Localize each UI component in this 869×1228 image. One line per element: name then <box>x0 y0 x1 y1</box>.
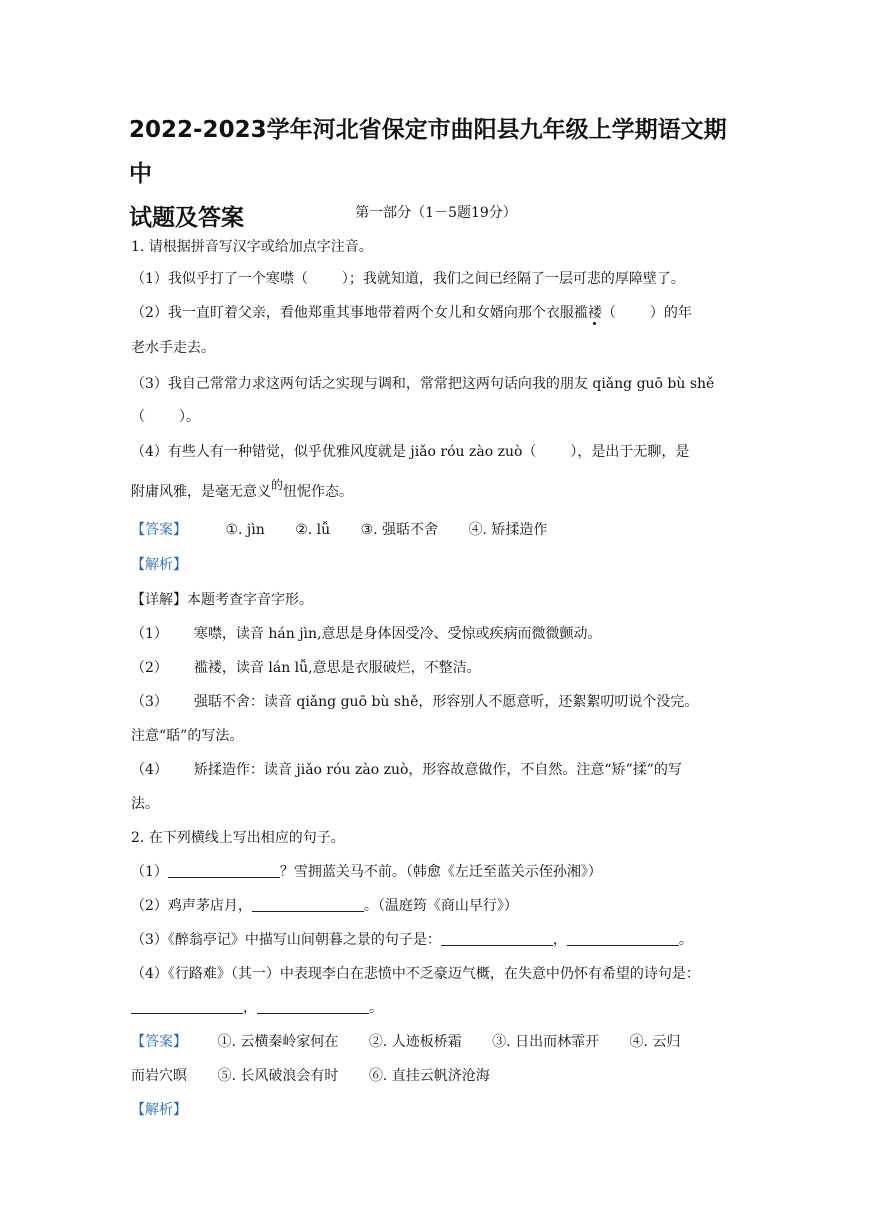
q2-item-3: （3）《醉翁亭记》中描写山间朝暮之景的句子是： ， 。 <box>131 932 693 948</box>
answer-2: ②. lǚ <box>295 522 331 538</box>
answer-tag: 【答案】 <box>131 522 187 538</box>
q2-item-4: （4）《行路难》（其一）中表现李白在悲愤中不乏豪迈气概，在失意中仍怀有希望的诗句是： <box>131 966 700 982</box>
q2-item-4-cont: ， 。 <box>131 998 741 1018</box>
answer-6: ⑥. 直挂云帆济沧海 <box>368 1068 490 1084</box>
q1-item-1: （1）我似乎打了一个寒噤（ ）；我就知道，我们之间已经隔了一层可悲的厚障壁了。 <box>131 271 685 287</box>
q1-item-4: （4）有些人有一种错觉，似乎优雅风度就是 jiǎo róu zào zuò（ ），是出于无聊，是 <box>131 444 690 460</box>
q1-item-3: （3）我自己常常力求这两句话之实现与调和，常常把这两句话向我的朋友 qiǎng guō bù shě <box>131 376 715 392</box>
q1-detail-1: （1） 寒噤，读音 hán jìn,意思是身体因受冷、受惊或疾病而微微颤动。 <box>131 626 602 642</box>
answer-4: ④. 云归 <box>629 1034 681 1050</box>
answer-1: ①. jìn <box>225 522 265 538</box>
part-heading: 第一部分（1－5题19分） <box>355 205 517 221</box>
q1-item-2: （2）我一直盯着父亲，看他郑重其事地带着两个女儿和女婿向那个衣服褴褛（ ）的年 <box>131 305 692 321</box>
q1-detail-2: （2） 褴褛，读音 lán lǚ,意思是衣服破烂，不整洁。 <box>131 660 481 676</box>
answer-3: ③. 强聒不舍 <box>360 522 439 538</box>
q1-detail-3: （3） 强聒不舍：读音 qiǎng guō bù shě，形容别人不愿意听，还絮絮叨叨说个没完。 <box>131 694 699 710</box>
answer-1: ①. 云横秦岭家何在 <box>217 1034 339 1050</box>
answer-blank <box>252 897 364 912</box>
q2-answer-cont: 而岩穴暝 ⑤. 长风破浪会有时 ⑥. 直挂云帆济沧海 <box>131 1068 490 1084</box>
answer-tag: 【答案】 <box>131 1034 187 1050</box>
q2-item-2: （2）鸡声茅店月， 。（温庭筠《商山早行》） <box>131 898 518 914</box>
title-line-2: 试题及答案 <box>129 205 244 231</box>
q2-analysis-tag: 【解析】 <box>131 1102 187 1118</box>
answer-5: ⑤. 长风破浪会有时 <box>217 1068 339 1084</box>
dotted-char: 褛 <box>587 305 602 321</box>
q1-item-3-cont: （ ）。 <box>131 409 200 425</box>
q1-stem: 1. 请根据拼音写汉字或给加点字注音。 <box>131 239 373 255</box>
q2-item-1: （1） ？雪拥蓝关马不前。（韩愈《左迁至蓝关示侄孙湘》） <box>131 864 602 880</box>
answer-4: ④. 矫揉造作 <box>468 522 548 538</box>
q1-detail: 【详解】本题考查字音字形。 <box>131 592 313 608</box>
answer-blank <box>168 863 280 878</box>
answer-blank <box>567 931 679 946</box>
q1-item-4-cont: 附庸风雅，是毫无意义的忸怩作态。 <box>131 478 354 500</box>
answer-3: ③. 日出而林霏开 <box>492 1034 600 1050</box>
q1-analysis-tag: 【解析】 <box>131 557 187 573</box>
q1-detail-4: （4） 矫揉造作：读音 jiǎo róu zào zuò，形容故意做作，不自然。注意“矫”揉”的写 <box>131 762 682 778</box>
answer-blank <box>131 999 243 1014</box>
answer-blank <box>441 931 553 946</box>
q2-stem: 2. 在下列横线上写出相应的句子。 <box>131 830 345 846</box>
q1-answer <box>131 520 741 540</box>
answer-blank <box>257 999 369 1014</box>
q2-answer <box>131 1032 741 1052</box>
title-line-1: 2022-2023学年河北省保定市曲阳县九年级上学期语文期中 <box>129 117 727 187</box>
q1-detail-3-cont: 注意“聒”的写法。 <box>131 728 244 744</box>
q1-detail-4-cont: 法。 <box>131 796 159 812</box>
answer-2: ②. 人迹板桥霜 <box>368 1034 462 1050</box>
q1-item-2-cont: 老水手走去。 <box>131 340 215 356</box>
